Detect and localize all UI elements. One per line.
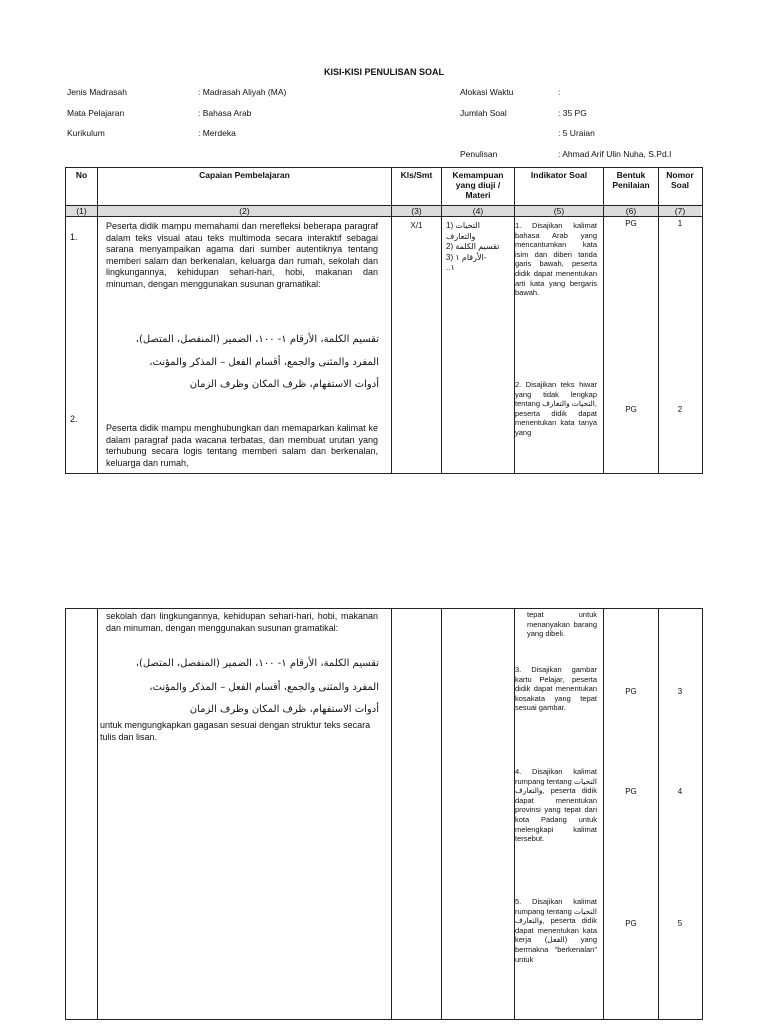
- jenis-label: Jenis Madrasah: [67, 87, 128, 97]
- cp-arabic-line: تقسيم الكلمة، الأرقام ١- ١٠٠، الضمير (المنفصل، المتصل)،: [135, 658, 379, 669]
- kurikulum-value: : Merdeka: [198, 128, 236, 138]
- col-divider: [97, 608, 98, 1019]
- kemampuan-item: 3) الأرقام ١-: [446, 252, 487, 262]
- penulisan-value: : Ahmad Arif Ulin Nuha, S.Pd.I: [558, 149, 672, 159]
- col-number: (5): [553, 206, 565, 216]
- cp-text: Peserta didik mampu memahami dan merefleksi beberapa paragraf dalam teks visual atau teks multimoda secara interaktif sebagai sarana menyampaikan agama dari sumber autentiknya tentang memberi salam dan berkenalan, keluarga dan rumah, sekolah dan lingkungannya, kehidupan sehari-hari, hobi, makanan dan minuman, dengan menggunakan susunan gramatikal:: [106, 221, 378, 289]
- bentuk-value: PG: [625, 405, 637, 414]
- header-kls: Kls/Smt: [400, 170, 433, 180]
- nomor-value: 5: [677, 919, 683, 928]
- row-number: 2.: [70, 414, 78, 424]
- header-indikator: Indikator Soal: [530, 170, 588, 180]
- mapel-label: Mata Pelajaran: [67, 108, 125, 118]
- col-number: (7): [674, 206, 686, 216]
- kemampuan-list: [446, 221, 508, 274]
- header-cp: Capaian Pembelajaran: [199, 170, 290, 180]
- alokasi-label: Alokasi Waktu: [460, 87, 514, 97]
- page-title: KISI-KISI PENULISAN SOAL: [323, 67, 444, 77]
- col-number: (2): [239, 206, 250, 216]
- bentuk-value: PG: [625, 687, 637, 696]
- alokasi-value: :: [558, 87, 561, 97]
- col-number: (1): [76, 206, 87, 216]
- col-divider: [391, 608, 392, 1019]
- jenis-value: : Madrasah Aliyah (MA): [198, 87, 287, 97]
- header-kemampuan: [442, 170, 514, 200]
- cp-text: Peserta didik mampu menghubungkan dan memaparkan kalimat ke dalam paragraf pada wacana terbatas, dan membuat urutan yang terhubung secara logis tentang memberi salam dan berkenalan, keluarga dan rumah,: [106, 423, 378, 468]
- nomor-value: 3: [677, 687, 683, 696]
- jumlah-value-uraian: : 5 Uraian: [558, 128, 595, 138]
- cp-arabic-line: أدوات الاستفهام، ظرف المكان وظرف الزمان: [189, 379, 379, 390]
- cp-arabic-line: المفرد والمثنى والجمع، أقسام الفعل – المذكر والمؤنث،: [149, 357, 379, 368]
- kemampuan-item: ..١: [446, 263, 455, 272]
- indikator-item: 5. Disajikan kalimat rumpang tentang التحيات والتعارف, peserta didik dapat menentukan kata kerja (الفعل) yang bermakna "berkenalan" untuk: [515, 897, 597, 964]
- col-number: (6): [625, 206, 637, 216]
- header-no: No: [75, 170, 88, 180]
- kls-value: X/1: [410, 221, 423, 230]
- row-divider: [65, 216, 702, 217]
- cp-arabic-line: أدوات الاستفهام، ظرف المكان وظرف الزمان: [189, 704, 379, 715]
- cp-text: untuk mengungkapkan gagasan sesuai dengan struktur teks secara tulis dan lisan.: [100, 720, 371, 742]
- header-bentuk: [604, 170, 658, 190]
- penulisan-label: Penulisan: [460, 149, 498, 159]
- header-nomor-line: Nomor: [666, 170, 694, 180]
- cp-arabic-line: تقسيم الكلمة، الأرقام ١- ١٠٠، الضمير (المنفصل، المتصل)،: [135, 334, 379, 345]
- header-kemampuan-line: Materi: [465, 190, 491, 200]
- header-kemampuan-line: Kemampuan: [452, 170, 504, 180]
- header-bentuk-line: Bentuk: [616, 170, 646, 180]
- mapel-value: : Bahasa Arab: [198, 108, 252, 118]
- cp-text: sekolah dan lingkungannya, kehidupan sehari-hari, hobi, makanan dan minuman, dengan menggunakan susunan gramatikal:: [106, 611, 378, 633]
- bentuk-value: PG: [625, 219, 637, 228]
- kurikulum-label: Kurikulum: [67, 128, 105, 138]
- jumlah-value-pg: : 35 PG: [558, 108, 587, 118]
- jumlah-label: Jumlah Soal: [460, 108, 507, 118]
- col-number: (3): [411, 206, 422, 216]
- bentuk-value: PG: [625, 787, 637, 796]
- indikator-item: 2. Disajikan teks hiwar yang tidak lengkap tentang التحيات والتعارف, peserta didik dapat menentukan kata tanya yang: [515, 380, 597, 437]
- indikator-item: 1. Disajikan kalimat bahasa Arab yang mencantumkan kata isim dan diberi tanda garis bawah, peserta didik dapat menentukan arti kata yang bergaris bawah.: [515, 221, 597, 298]
- col-divider: [658, 608, 659, 1019]
- header-nomor: [659, 170, 701, 190]
- row-number: 1.: [70, 232, 78, 242]
- kemampuan-item: 2) تقسيم الكلمة: [446, 242, 500, 251]
- nomor-value: 2: [677, 405, 683, 414]
- header-kemampuan-line: yang diuji /: [455, 180, 501, 190]
- indikator-item: 4. Disajikan kalimat rumpang tentang التحيات والتعارف, peserta didik dapat menentukan provinsi yang tepat dari kota Padang untuk melengkapi kalimat tersebut.: [515, 767, 597, 844]
- bentuk-value: PG: [625, 919, 637, 928]
- nomor-value: 4: [677, 787, 683, 796]
- indikator-item: tepat untuk menanyakan barang yang dibeli.: [527, 610, 597, 639]
- col-divider: [441, 608, 442, 1019]
- header-bentuk-line: Penilaian: [612, 180, 650, 190]
- header-nomor-line: Soal: [671, 180, 689, 190]
- cp-arabic-line: المفرد والمثنى والجمع، أقسام الفعل – المذكر والمؤنث،: [149, 682, 379, 693]
- kemampuan-item: 1) التحيات والتعارف: [446, 221, 480, 241]
- indikator-item: 3. Disajikan gambar kartu Pelajar, peserta didik dapat menentukan kosakata yang tepat sesuai gambar.: [515, 665, 597, 713]
- nomor-value: 1: [677, 219, 683, 228]
- col-number: (4): [472, 206, 484, 216]
- col-divider: [603, 608, 604, 1019]
